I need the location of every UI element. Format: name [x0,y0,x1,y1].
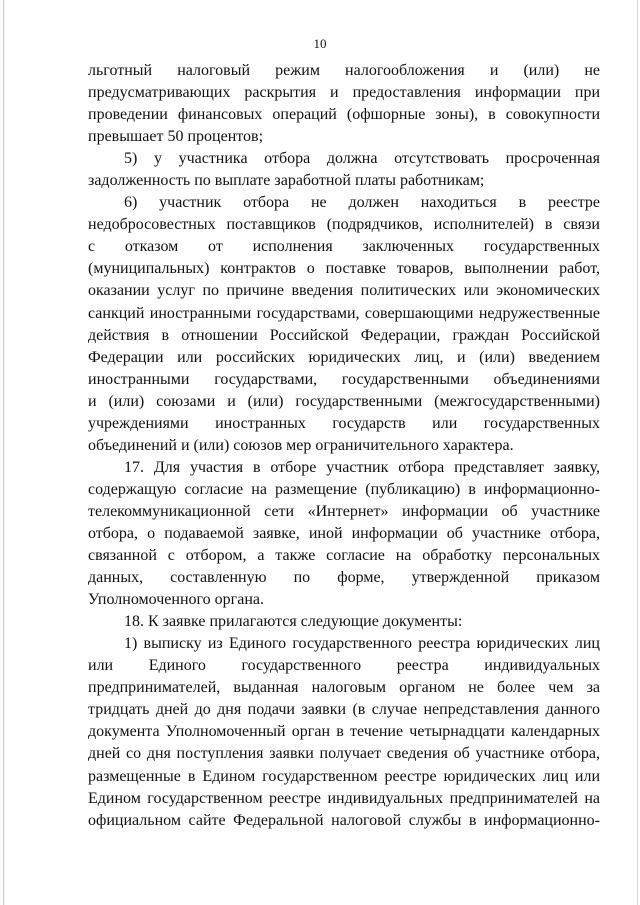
text-line: объединений и (или) союзов мер ограничительного характера. [88,436,514,454]
text-line: 5) у участника отбора должна отсутствовать просроченная [124,150,600,168]
text-line: размещенные в Едином государственном реестре юридических лиц или [88,767,600,785]
text-line: официальном сайте Федеральной налоговой службы в информационно- [88,811,600,829]
text-line: 1) выписку из Единого государственного реестра юридических лиц [124,635,600,653]
text-line: тридцать дней до дня подачи заявки (в случае непредставления данного [88,701,600,719]
text-line: 17. Для участия в отборе участник отбора представляет заявку, [124,458,600,476]
document-body [88,60,600,832]
text-line: предпринимателей, выданная налоговым органом не более чем за [88,679,600,697]
text-line: и (или) союзами и (или) государственными (межгосударственными) [88,392,600,410]
text-line: иностранными государствами, государственными объединениями [88,370,600,388]
text-line: 6) участник отбора не должен находиться в реестре [124,194,600,212]
text-line: проведении финансовых операций (офшорные зоны), в совокупности [88,106,600,124]
page-number: 10 [313,36,327,51]
text-line: предусматривающих раскрытия и предоставления информации при [88,84,600,102]
text-line: или Единого государственного реестра индивидуальных [88,657,600,675]
text-line: документа Уполномоченный орган в течение четырнадцати календарных [88,723,600,741]
text-line: содержащую согласие на размещение (публикацию) в информационно- [88,480,600,498]
text-line: превышает 50 процентов; [88,128,264,146]
text-line: оказании услуг по причине введения политических или экономических [88,282,600,300]
text-line: льготный налоговый режим налогообложения и (или) не [88,62,600,79]
text-line: недобросовестных поставщиков (подрядчиков, исполнителей) в связи [88,216,600,234]
text-line: задолженность по выплате заработной платы работникам; [88,172,485,190]
text-line: Едином государственном реестре индивидуальных предпринимателей на [88,789,600,807]
text-line: телекоммуникационной сети «Интернет» информации об участнике [88,502,600,520]
text-line: 18. К заявке прилагаются следующие документы: [124,613,463,631]
text-line: Федерации или российских юридических лиц, и (или) введением [88,348,600,366]
text-line: дней со дня поступления заявки получает сведения об участнике отбора, [88,745,600,763]
text-line: действия в отношении Российской Федерации, граждан Российской [88,326,600,344]
text-line: с отказом от исполнения заключенных государственных [88,238,600,256]
scan-edge-left [3,0,4,905]
scan-edge-right [637,0,638,905]
text-line: связанной с отбором, а также согласие на обработку персональных [88,547,600,565]
text-line: отбора, о подаваемой заявке, иной информации об участнике отбора, [88,524,600,542]
text-line: санкций иностранными государствами, совершающими недружественные [88,304,600,322]
text-line: учреждениями иностранных государств или государственных [88,414,600,432]
text-line: (муниципальных) контрактов о поставке товаров, выполнении работ, [88,260,600,278]
text-line: Уполномоченного органа. [88,591,264,609]
text-line: данных, составленную по форме, утвержденной приказом [88,569,600,587]
